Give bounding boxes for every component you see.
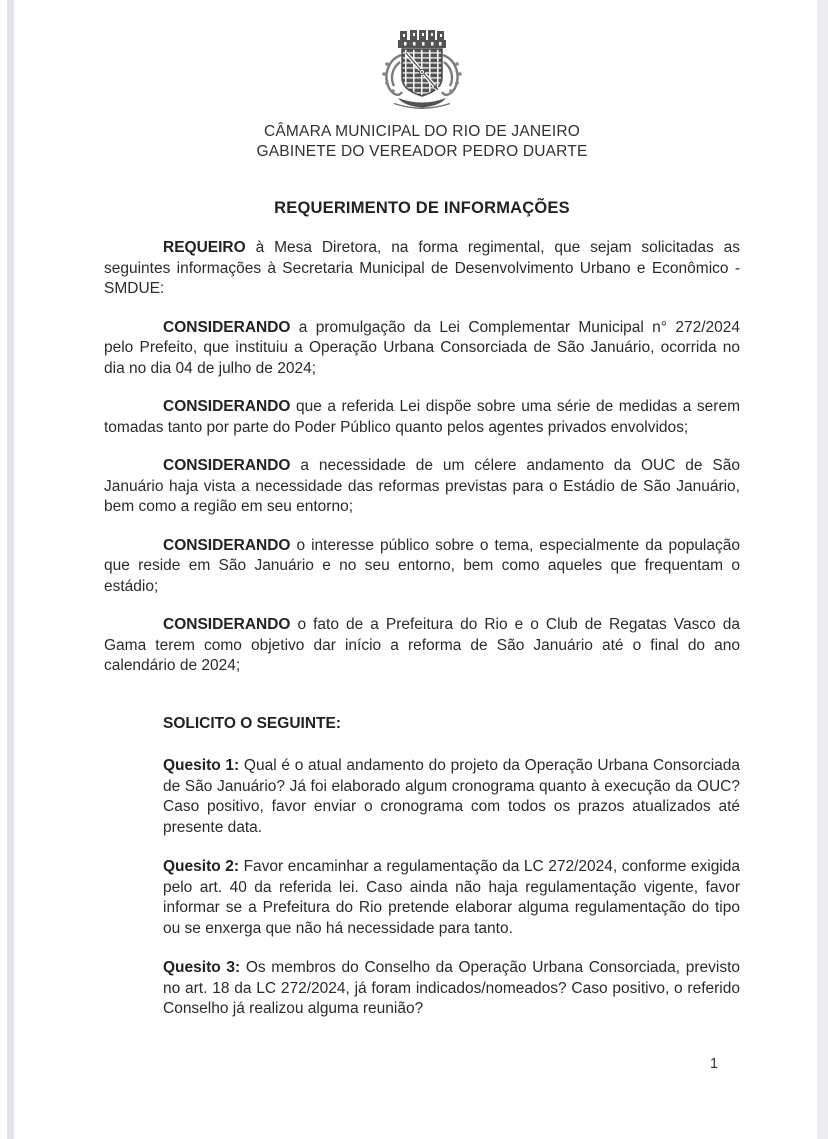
letterhead — [104, 0, 740, 162]
paragraph-text: o fato de a Prefeitura do Rio e o Club de Regatas Vasco da Gama terem como objetivo dar início a reforma de São Januário até o final do ano calendário de 2024; — [104, 616, 740, 674]
paragraph-lead: CONSIDERANDO — [163, 536, 291, 554]
quesito-lead: Quesito 1: — [163, 757, 240, 774]
paragraph-considerando-1 — [104, 318, 740, 380]
org-name: CÂMARA MUNICIPAL DO RIO DE JANEIRO — [264, 123, 580, 140]
page-left-edge — [7, 0, 14, 1139]
quesito-text: Favor encaminhar a regulamentação da LC 272/2024, conforme exigida pelo art. 40 da referida lei. Caso ainda não haja regulamentação vigente, favor informar se a Prefeitura do Rio pretende elaborar alguma regulamentação do tipo ou se enxerga que não há necessidade para tanto. — [163, 858, 740, 937]
quesito-2 — [163, 857, 740, 939]
paragraph-considerando-3 — [104, 456, 740, 518]
document-title: REQUERIMENTO DE INFORMAÇÕES — [274, 199, 570, 217]
page-right-edge — [817, 0, 828, 1139]
paragraph-lead: CONSIDERANDO — [163, 398, 291, 415]
paragraph-lead: CONSIDERANDO — [163, 616, 291, 633]
paragraph-considerando-4 — [104, 536, 740, 598]
paragraph-text: a promulgação da Lei Complementar Municipal n° 272/2024 pelo Prefeito, que instituiu a Operação Urbana Consorciada de São Januário, ocorrida no dia no dia 04 de julho de 2024; — [104, 318, 740, 377]
quesito-text: Qual é o atual andamento do projeto da Operação Urbana Consorciada de São Januário? Já foi elaborado algum cronograma quanto à execução da OUC? Caso positivo, favor enviar o cronograma com todos os prazos atualizados até presente data. — [163, 757, 740, 836]
paragraph-lead: CONSIDERANDO — [163, 457, 291, 474]
paragraph-lead: CONSIDERANDO — [163, 318, 291, 336]
paragraph-text: que a referida Lei dispõe sobre uma série de medidas a serem tomadas tanto por parte do Poder Público quanto pelos agentes privados envolvidos; — [104, 398, 740, 436]
paragraph-lead: REQUEIRO — [163, 239, 246, 256]
paragraph-requeiro — [104, 238, 740, 300]
paragraph-text: à Mesa Diretora, na forma regimental, que sejam solicitadas as seguintes informações à Secretaria Municipal de Desenvolvimento Urbano e Econômico - SMDUE: — [104, 239, 740, 297]
paragraph-text: a necessidade de um célere andamento da OUC de São Januário haja vista a necessidade das reformas previstas para o Estádio de São Januário, bem como a região em seu entorno; — [104, 457, 740, 515]
quesito-lead: Quesito 2: — [163, 858, 240, 875]
quesito-1 — [163, 756, 740, 838]
quesito-3 — [163, 958, 740, 1020]
document-page — [104, 0, 740, 1039]
rio-coat-of-arms-icon — [374, 28, 470, 114]
request-heading: SOLICITO O SEGUINTE: — [163, 714, 341, 732]
quesito-list — [163, 756, 740, 1020]
office-name: GABINETE DO VEREADOR PEDRO DUARTE — [256, 143, 588, 160]
page-number: 1 — [710, 1056, 719, 1072]
quesito-text: Os membros do Conselho da Operação Urbana Consorciada, previsto no art. 18 da LC 272/2024, já foram indicados/nomeados? Caso positivo, o referido Conselho já realizou alguma reunião? — [163, 959, 740, 1017]
paragraph-considerando-2 — [104, 397, 740, 438]
paragraph-text: o interesse público sobre o tema, especialmente da população que reside em São Januário e no seu entorno, bem como aqueles que frequentam o estádio; — [104, 536, 740, 595]
quesito-lead: Quesito 3: — [163, 959, 241, 976]
paragraph-considerando-5 — [104, 615, 740, 677]
